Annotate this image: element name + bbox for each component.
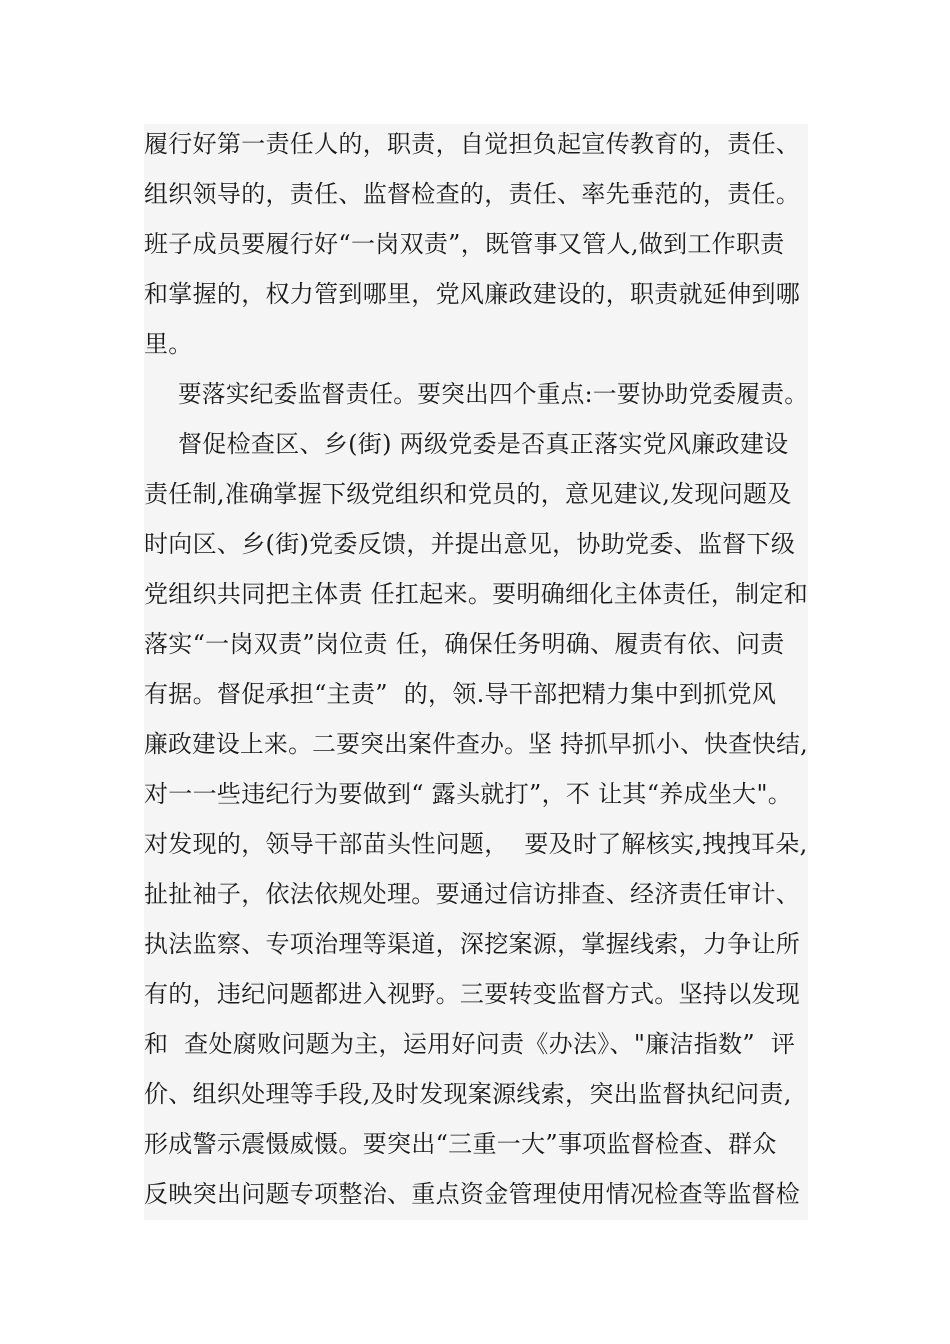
text-line: 对一一些违纪行为要做到“ 露头就打”，不 让其“养成坐大"。 <box>144 780 793 808</box>
text-line: 对发现的，领导干部苗头性问题， 要及时了解核实,拽拽耳朵, <box>144 830 808 858</box>
text-line: 有的，违纪问题都进入视野。三要转变监督方式。坚持以发现 <box>144 980 801 1008</box>
text-line: 督促检查区、乡(街) 两级党委是否真正落实党风廉政建设 <box>178 430 789 458</box>
text-line: 和 查处腐败问题为主，运用好问责《办法》、"廉洁指数” 评 <box>144 1030 796 1058</box>
text-line: 里。 <box>144 330 193 358</box>
text-line: 时向区、乡(街)党委反馈，并提出意见，协助党委、监督下级 <box>144 530 796 558</box>
text-line: 落实“一岗双责”岗位责 任，确保任务明确、履责有依、问责 <box>144 630 785 658</box>
text-line: 价、组织处理等手段,及时发现案源线索，突出监督执纪问责, <box>144 1080 792 1108</box>
text-line: 责任制,准确掌握下级党组织和党员的，意见建议,发现问题及 <box>144 480 792 508</box>
text-line: 执法监察、专项治理等渠道，深挖案源，掌握线索，力争让所 <box>144 930 801 958</box>
text-line: 有据。督促承担“主责” 的，领.导干部把精力集中到抓党风 <box>144 680 777 708</box>
text-line: 履行好第一责任人的，职责，自觉担负起宣传教育的，责任、 <box>144 130 801 158</box>
text-line: 班子成员要履行好“一岗双责”，既管事又管人,做到工作职责 <box>144 230 785 258</box>
text-line: 和掌握的，权力管到哪里，党风廉政建设的，职责就延伸到哪 <box>144 280 801 308</box>
text-line: 党组织共同把主体责 任扛起来。要明确细化主体责任，制定和 <box>144 580 809 608</box>
document-body <box>144 124 808 1220</box>
text-line: 组织领导的，责任、监督检查的，责任、率先垂范的，责任。 <box>144 180 801 208</box>
text-line: 反映突出问题专项整治、重点资金管理使用情况检查等监督检 <box>144 1180 801 1208</box>
text-line: 扯扯袖子，依法依规处理。要通过信访排查、经济责任审计、 <box>144 880 801 908</box>
text-line: 形成警示震慑威慑。要突出“三重一大”事项监督检查、群众 <box>144 1130 777 1158</box>
text-line: 廉政建设上来。二要突出案件查办。坚 持抓早抓小、快查快结, <box>144 730 808 758</box>
text-line: 要落实纪委监督责任。要突出四个重点:一要协助党委履责。 <box>178 380 809 408</box>
